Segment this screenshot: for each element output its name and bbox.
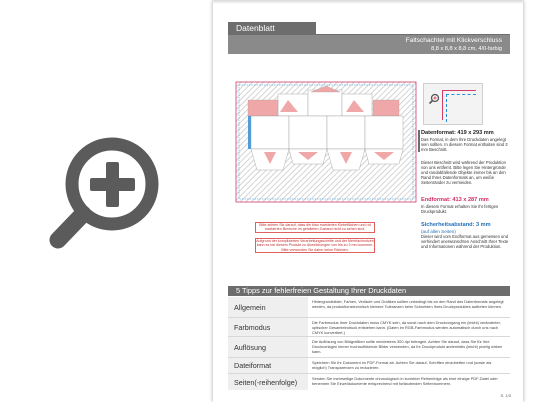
safety-heading: Sicherheitsabstand: 3 mm — [421, 222, 491, 228]
warning-glue-areas: Bitte achten Sie darauf, dass die blau markierten Klebeflächen und rot markierten Bereiche im gefalteten Zustand nicht zu sehen sind. — [255, 222, 375, 233]
safety-subheading: (auf allen Seiten) — [421, 229, 456, 234]
warning-tolerances: Aufgrund der komplizierten Verarbeitungsschritte und der Mehrfachnutzen kann es bei diesem Produkt zu Abweichungen von bis zu 3 mm kommen. Bitte verwenden Sie daher keine Rahmen. — [256, 239, 374, 252]
tip-label: Auflösung — [228, 337, 308, 357]
end-format-info — [421, 197, 513, 214]
tip-text: Speichern Sie Ihr Dokument im PDF-Format ab. Achten Sie darauf, Schriften einzubetten und (sowie als möglich) Transparenzen zu reduzieren. — [312, 360, 492, 370]
data-format-heading: Datenformat: 419 x 293 mm — [421, 130, 494, 136]
page-title: Datenblatt — [228, 22, 316, 34]
page-edge-shadow — [213, 0, 523, 4]
tip-text: Senden Sie mehrseitige Dokumente chronologisch in korrekter Reihenfolge als eine einzige PDF-Datei oder benennen Sie Einzeldokumente entsprechend mit fortlaufenden Seitennummern. — [312, 376, 498, 386]
safety-line — [446, 94, 476, 122]
zoom-icon — [428, 92, 440, 110]
end-format-text: In diesem Format erhalten Sie Ihr fertiges Druckprodukt. — [421, 204, 499, 214]
tip-label: Allgemein — [228, 297, 308, 317]
tip-row — [228, 297, 510, 317]
tip-row — [228, 318, 510, 336]
bleed-text: Dieser Beschnitt wird während der Produktion von uns entfernt. Bitte legen Sie Hintergründe und randabfallende Objekte immer bis an den Rand Ihres Datenformats an, um weiße Seitenränder zu vermeiden. — [421, 160, 506, 185]
safety-info — [421, 222, 513, 249]
product-spec: 8,8 x 8,8 x 8,8 cm, 4/0-farbig — [431, 46, 502, 52]
tip-label: Seiten(-reihenfolge) — [228, 374, 308, 390]
format-preview — [423, 83, 483, 125]
tips-heading: 5 Tipps zur fehlerfreien Gestaltung Ihrer Druckdaten — [228, 286, 510, 296]
zoom-in-icon[interactable] — [44, 132, 162, 256]
product-subtitle-bar — [228, 35, 510, 54]
tip-row — [228, 337, 510, 357]
data-format-info — [421, 130, 513, 152]
body-panels — [248, 116, 403, 149]
product-name: Faltschachtel mit Klickverschluss — [405, 37, 502, 44]
dieline-drawing — [228, 72, 423, 222]
data-format-text: Das Format, in dem Ihre Druckdaten angelegt sein sollten. In diesem Format enthalten sind 3 mm Beschnitt. — [421, 137, 508, 152]
page-number: S. 1/3 — [500, 393, 511, 398]
safety-text: Dieser wird vom Endformat aus gemessen und verhindert unerwünschten Anschnitt Ihrer Texte und Informationen während der Produktion. — [421, 234, 509, 249]
datasheet-page — [213, 0, 523, 402]
bleed-info — [421, 160, 513, 185]
tip-label: Dateiformat — [228, 358, 308, 373]
tip-row — [228, 374, 510, 390]
tip-text: Die Farbmodus Ihrer Druckdaten muss CMYK sein, da sonst nach dem Druckvorgang ein (leicht) veränderter, optischer Gesamteindruck entstehen kann. (Daten im RGB-Farbmodus werden automatisch durch uns nach CMYK konvertiert.) — [312, 320, 501, 335]
tip-label: Farbmodus — [228, 318, 308, 336]
end-format-heading: Endformat: 413 x 287 mm — [421, 197, 489, 203]
tip-row — [228, 358, 510, 373]
tip-text: Hintergrundbilder, Farben, Verläufe und Grafiken sollten unbedingt bis an den Rand des Datenformats angelegt werden, da produktionstechnisch kleinere Toleranzen beim Schneiden Ihres Druckproduktes auftreten können. — [312, 299, 504, 309]
tip-text: Die Auflösung von Bildgrafiken sollte mindestens 300 dpi betragen. Achten Sie darauf, dass Sie für Ihre Druckvorlagen immer hochauflösende Bilder verwenden, da Ihr Druckprodukt andernfalls (leicht) pixelig wirken kann. — [312, 339, 503, 354]
